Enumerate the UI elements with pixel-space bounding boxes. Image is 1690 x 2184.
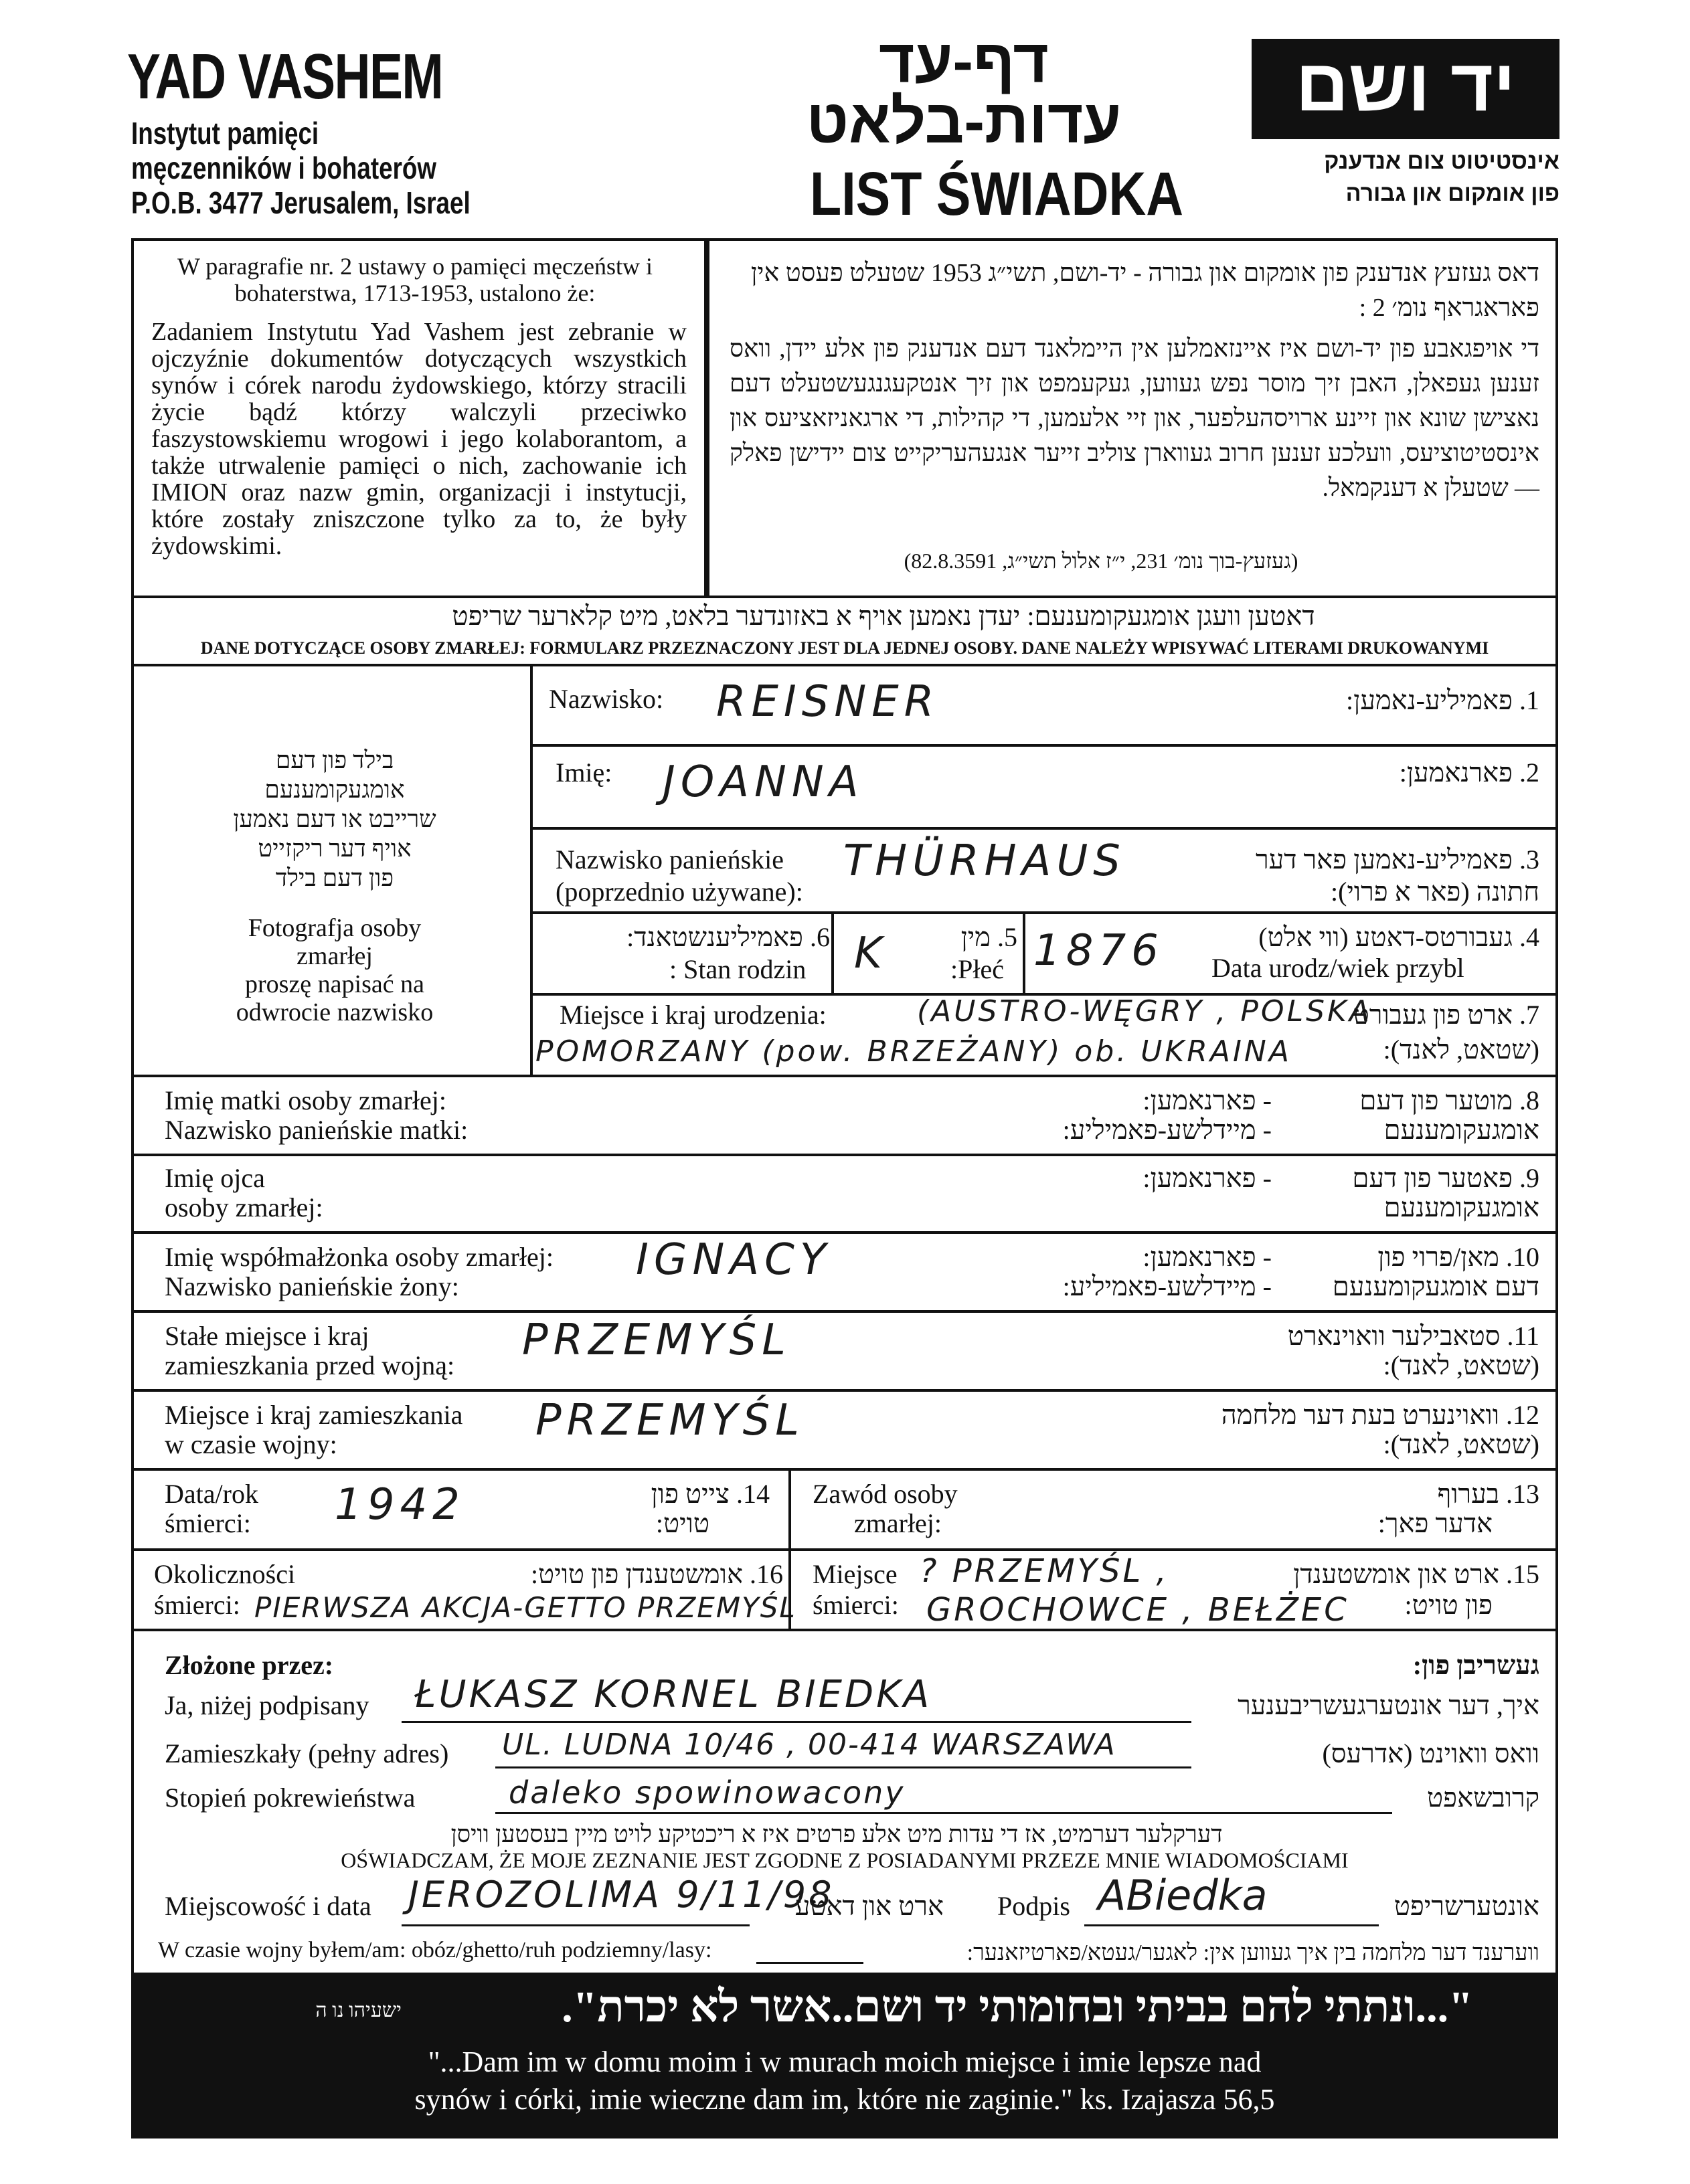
death-date-value[interactable]: 1942 xyxy=(335,1480,465,1530)
sex-label-yiddish: 5. מין xyxy=(960,922,1017,952)
residence-before-label-yiddish-1: 11. סטאבילער וואוינארט xyxy=(1287,1321,1539,1351)
death-date-label-1: Data/rok xyxy=(165,1479,258,1509)
divider xyxy=(134,1310,1555,1313)
divider xyxy=(134,1154,1555,1156)
death-circ-label-1: Okoliczności xyxy=(154,1559,296,1589)
intro-yiddish-heading: דאס געזעץ אנדענק פון אומקום און גבורה - יד-ושם, תשי״ג 1953 שטעלט פעסט אין פאראגראף נומ׳ 2 : xyxy=(750,259,1539,322)
death-place-value-2[interactable]: GROCHOWCE , BEŁŻEC xyxy=(926,1591,1349,1629)
residence-during-label-1: Miejsce i kraj zamieszkania xyxy=(165,1400,463,1430)
relation-label-yiddish: קרובשאפט xyxy=(1426,1783,1539,1813)
divider xyxy=(134,1629,1555,1631)
profession-label-2: zmarłej: xyxy=(854,1508,942,1538)
org-line-1: Instytut pamięci xyxy=(131,116,319,151)
sex-label: :Płeć xyxy=(950,954,1004,984)
photo-yi-line: פון דעם בילד xyxy=(275,864,394,891)
death-date-label-2: śmierci: xyxy=(165,1508,251,1538)
submitter-heading: Złożone przez: xyxy=(165,1650,334,1680)
death-circ-label-yiddish: 16. אומשטענדן פון טויט: xyxy=(530,1559,783,1589)
birth-value[interactable]: 1876 xyxy=(1033,926,1164,976)
residence-before-value[interactable]: PRZEMYŚL xyxy=(522,1315,791,1365)
submitter-address-label-yiddish: וואס וואוינט (אדרעס) xyxy=(1322,1738,1539,1768)
profession-label-yiddish-1: 13. בערוף xyxy=(1437,1479,1539,1509)
intro-polish-body: Zadaniem Instytutu Yad Vashem jest zebranie w ojczyźnie dokumentów dotyczących wszystkich synów i córek narodu żydowskiego, którzy stracili życie bądź którzy walczyli przeciwko faszystowskiemu wrogowi i jego kolaborantom, a także utrwalenie pamięci o nich, zachowanie ich IMION oraz nazw gmin, organizacji i instytucji, które zostały zniszczone tylko za to, że były żydowskimi. xyxy=(151,318,687,560)
residence-during-value[interactable]: PRZEMYŚL xyxy=(535,1396,805,1445)
father-label-1: Imię ojca xyxy=(165,1163,265,1193)
submitter-heading-yiddish: געשריבן פון: xyxy=(1412,1650,1539,1680)
first-name-value[interactable]: JOANNA xyxy=(663,757,864,807)
mother-label-1: Imię matki osoby zmarłej: xyxy=(165,1085,446,1115)
death-date-label-yiddish-1: 14. צייט פון xyxy=(651,1479,770,1509)
photo-yi-line: שרייבט או דעם נאמען xyxy=(233,806,436,832)
footer-quote-polish-2: synów i córki, imie wieczne dam im, które nie zaginie." ks. Izajasza 56,5 xyxy=(414,2083,1275,2116)
submitter-name-line xyxy=(402,1721,1191,1723)
spouse-label-2: Nazwisko panieńskie żony: xyxy=(165,1271,459,1301)
relation-line xyxy=(495,1812,1392,1814)
death-place-label-2: śmierci: xyxy=(813,1590,899,1620)
death-circ-label-2: śmierci: xyxy=(154,1590,240,1620)
photo-instructions-polish xyxy=(141,914,529,1026)
title-yiddish-2: עדות-בלאט xyxy=(806,88,1122,156)
divider xyxy=(530,911,1555,914)
divider xyxy=(134,1468,1555,1471)
declaration-polish: OŚWIADCZAM, ŻE MOJE ZEZNANIE JEST ZGODNE Z POSIADANYMI PRZEZE MNIE WIADOMOŚCIAMI xyxy=(341,1848,1349,1872)
birthplace-value-2[interactable]: POMORZANY (pow. BRZEŻANY) ob. UKRAINA xyxy=(535,1034,1292,1069)
title-polish: LIST ŚWIADKA xyxy=(810,160,1184,228)
submitter-address-label: Zamieszkały (pełny adres) xyxy=(165,1738,449,1768)
intro-yiddish-ref: (געזעץ-בוך נומ׳ 231, י״ז אלול תשי״ג, 82.8.3591) xyxy=(904,549,1298,573)
death-place-label-yiddish-2: פון טויט: xyxy=(1404,1590,1493,1620)
death-place-value-1[interactable]: ? PRZEMYŚL , xyxy=(920,1552,1169,1590)
photo-yi-line: אומגעקומענעם xyxy=(264,776,405,803)
death-date-label-yiddish-2: טויט: xyxy=(655,1508,709,1538)
first-name-label-yiddish: 2. פארנאמען: xyxy=(1399,757,1539,788)
photo-pl-line: zmarłej xyxy=(297,942,373,970)
surname-label: Nazwisko: xyxy=(549,684,664,714)
father-label-yiddish-4: אומגעקומענעם xyxy=(1383,1192,1539,1222)
mother-label-2: Nazwisko panieńskie matki: xyxy=(165,1115,469,1145)
profession-label-yiddish-2: אדער פאך: xyxy=(1377,1508,1493,1538)
war-experience-line xyxy=(756,1962,863,1964)
divider xyxy=(530,827,1555,830)
residence-during-label-yiddish-2: (שטאט, לאנד): xyxy=(1383,1429,1539,1459)
submitter-name-label-yiddish: איך, דער אונטערגעשריבענער xyxy=(1238,1690,1539,1720)
residence-before-label-1: Stałe miejsce i kraj xyxy=(165,1321,369,1351)
maiden-label-yiddish-2: חתונה (פאר א פרוי): xyxy=(1330,877,1539,907)
death-place-label-yiddish-1: 15. ארט און אומשטענדן xyxy=(1293,1559,1539,1589)
photo-yi-line: בילד פון דעם xyxy=(275,747,394,774)
org-address: P.O.B. 3477 Jerusalem, Israel xyxy=(131,185,471,220)
family-status-label-yiddish: 6. פאמיליענשטאנד: xyxy=(626,922,830,952)
birthplace-value-1[interactable]: (AUSTRO-WĘGRY , POLSKA xyxy=(917,994,1372,1028)
relation-label: Stopień pokrewieństwa xyxy=(165,1783,416,1813)
residence-before-label-yiddish-2: (שטאט, לאנד): xyxy=(1383,1350,1539,1380)
org-name: YAD VASHEM xyxy=(127,41,443,112)
divider xyxy=(134,1075,1555,1077)
submitter-name-value[interactable]: ŁUKASZ KORNEL BIEDKA xyxy=(415,1673,932,1716)
place-date-label: Miejscowość i data xyxy=(165,1891,371,1921)
divider xyxy=(707,241,709,596)
photo-instructions-yiddish xyxy=(141,745,529,893)
birthplace-label-yiddish-2: (שטאט, לאנד): xyxy=(1383,1034,1539,1065)
father-label-yiddish-1: - פארנאמען: xyxy=(1143,1163,1272,1193)
war-experience-label-yiddish: ווערענד דער מלחמה בין איך געווען אין: לאגער/געטא/פארטיזאנער: xyxy=(966,1940,1539,1965)
divider xyxy=(1023,911,1025,993)
residence-before-label-2: zamieszkania przed wojną: xyxy=(165,1350,455,1380)
divider xyxy=(788,1548,791,1629)
divider xyxy=(530,664,533,1075)
submitter-name-label: Ja, niżej podpisany xyxy=(165,1690,369,1720)
maiden-label-1: Nazwisko panieńskie xyxy=(556,844,784,875)
footer-quote-yiddish: "...ונתתי להם בביתי ובחומותי יד ושם..אשר לא יכרת". xyxy=(562,1983,1473,2031)
maiden-value[interactable]: THÜRHAUS xyxy=(843,836,1126,886)
divider xyxy=(134,664,1555,666)
birth-label: Data urodz/wiek przybl xyxy=(1211,953,1464,983)
spouse-label-yiddish-4: דעם אומגעקומענעם xyxy=(1332,1271,1539,1301)
sex-value[interactable]: K xyxy=(854,929,888,978)
relation-value[interactable]: daleko spowinowacony xyxy=(509,1774,906,1811)
divider xyxy=(134,1231,1555,1234)
footer-banner xyxy=(134,1973,1555,2138)
divider xyxy=(530,744,1555,747)
place-date-value[interactable]: JEROZOLIMA 9/11/98 xyxy=(408,1874,835,1916)
divider xyxy=(134,1548,1555,1551)
submitter-address-line xyxy=(495,1766,1191,1768)
sign-label: Podpis xyxy=(997,1891,1070,1921)
profession-label-1: Zawód osoby xyxy=(813,1479,958,1509)
father-label-yiddish-3: 9. פאטער פון דעם xyxy=(1352,1163,1539,1193)
submitter-address-value[interactable]: UL. LUDNA 10/46 , 00-414 WARSZAWA xyxy=(502,1728,1116,1762)
declaration-yiddish: דערקלער דערמיט, אז די עדות מיט אלע פרטים איז א ריכטיקע לויט מיין בעסטען וויסן xyxy=(450,1821,1223,1847)
divider xyxy=(831,911,834,993)
logo-subtitle-1: אינסטיטוט צום אנדענק xyxy=(1324,149,1559,174)
divider xyxy=(134,1389,1555,1392)
divider xyxy=(134,596,1555,598)
first-name-label: Imię: xyxy=(556,757,612,788)
war-experience-label: W czasie wojny byłem/am: obóz/ghetto/ruh podziemny/lasy: xyxy=(158,1938,712,1963)
photo-pl-line: Fotografja osoby xyxy=(248,914,422,942)
surname-value[interactable]: REISNER xyxy=(716,677,940,727)
maiden-label-2: (poprzednio używane): xyxy=(556,877,803,907)
yad-vashem-logo xyxy=(1252,39,1559,139)
birthplace-label-yiddish-1: 7. ארט פון געבורט xyxy=(1353,1000,1539,1030)
section-header-yiddish: דאטען וועגן אומגעקומענעם: יעדן נאמען אויף א באזונדער בלאט, מיט קלארער שריפט xyxy=(452,601,1315,631)
logo-text: יד ושם xyxy=(1295,44,1516,126)
spouse-label-yiddish-1: - פארנאמען: xyxy=(1143,1242,1272,1272)
intro-polish-heading: W paragrafie nr. 2 ustawy o pamięci męczeństw i bohaterstwa, 1713-1953, ustalono że: xyxy=(177,253,653,306)
spouse-label-yiddish-3: 10. מאן/פרוי פון xyxy=(1377,1242,1539,1272)
death-circ-value[interactable]: PIERWSZA AKCJA-GETTO PRZEMYŚL xyxy=(254,1591,796,1624)
footer-quote-polish-1: "...Dam im w domu moim i w murach moich miejsce i imie lepsze nad xyxy=(428,2045,1262,2078)
birthplace-label: Miejsce i kraj urodzenia: xyxy=(560,1000,827,1030)
signature[interactable]: ABiedka xyxy=(1098,1871,1268,1920)
place-date-line xyxy=(402,1924,750,1926)
residence-during-label-2: w czasie wojny: xyxy=(165,1429,337,1459)
surname-label-yiddish: 1. פאמיליע-נאמען: xyxy=(1346,685,1539,715)
photo-pl-line: proszę napisać na xyxy=(245,970,424,998)
divider xyxy=(788,1468,791,1548)
spouse-label-1: Imię współmałżonka osoby zmarłej: xyxy=(165,1242,554,1272)
logo-subtitle-2: פון אומקום און גבורה xyxy=(1345,181,1559,206)
intro-yiddish-body: די אויפגאבע פון יד-ושם איז איינזאמלען אין היימלאנד דעם אנדענק פון אלע יידן, וואס זענען געפאלן, האבן זיך מוסר נפש געווען, געקעמפט און זיך אנטקעגנגעשטעלט דעם נאצישן שונא און זיינע ארויסהעלפער, און זיי אלעמען, די קהילות, די ארגאניזאציעס און אינסטיטוציעס, וועלכע זענען חרוב געווארן צוליב זייער אנגעהעריקייט צום יידישן פאלק — שטעלן א דענקמאל. xyxy=(730,335,1539,502)
maiden-label-yiddish-1: 3. פאמיליע-נאמען פאר דער xyxy=(1255,844,1539,875)
footer-ref-yiddish: ישעיהו נו ה xyxy=(315,1999,402,2021)
mother-label-yiddish-2: - מיידלשע-פאמיליע: xyxy=(1062,1115,1272,1145)
mother-label-yiddish-3: 8. מוטער פון דעם xyxy=(1359,1085,1539,1115)
section-header-polish: DANE DOTYCZĄCE OSOBY ZMARŁEJ: FORMULARZ PRZEZNACZONY JEST DLA JEDNEJ OSOBY. DANE NALEŻY WPISYWAĆ LITERAMI DRUKOWANYMI xyxy=(200,638,1489,658)
sign-label-yiddish: אונטערשריפט xyxy=(1393,1891,1539,1921)
org-line-2: męczenników i bohaterów xyxy=(131,151,436,185)
mother-label-yiddish-4: אומגעקומענעם xyxy=(1383,1115,1539,1145)
signature-line xyxy=(1084,1924,1379,1926)
mother-label-yiddish-1: - פארנאמען: xyxy=(1143,1085,1272,1115)
spouse-value[interactable]: IGNACY xyxy=(636,1235,831,1285)
spouse-label-yiddish-2: - מיידלשע-פאמיליע: xyxy=(1062,1271,1272,1301)
death-place-label-1: Miejsce xyxy=(813,1559,898,1589)
family-status-label: : Stan rodzin xyxy=(669,954,807,984)
place-date-label-yiddish: ארט און דאטע xyxy=(794,1891,944,1921)
father-label-2: osoby zmarłej: xyxy=(165,1192,323,1222)
title-yiddish-1: דף-עד xyxy=(879,27,1049,96)
residence-during-label-yiddish-1: 12. וואוינערט בעת דער מלחמה xyxy=(1221,1400,1539,1430)
photo-pl-line: odwrocie nazwisko xyxy=(236,998,434,1026)
photo-yi-line: אויף דער ריקזייט xyxy=(258,835,412,862)
birth-label-yiddish: 4. געבורטס-דאטע (ווי אלט) xyxy=(1258,922,1539,952)
